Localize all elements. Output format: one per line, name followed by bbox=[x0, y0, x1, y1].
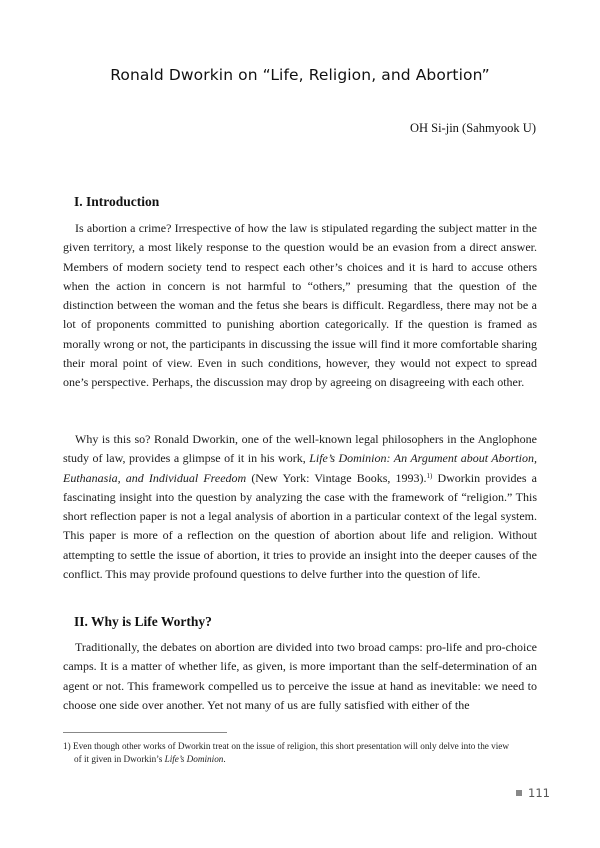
paragraph-text: Why is this so? Ronald Dworkin, one of the well-known legal philosophers in the Anglophone study of law, provides a glimpse of it in his work, bbox=[63, 432, 537, 466]
footnote-marker: 1) bbox=[63, 741, 71, 751]
footnote-book-title: Life’s Dominion bbox=[164, 754, 224, 764]
book-title: Life’s Dominion: An Argument about Abortion, Euthanasia, and Individual Freedom bbox=[63, 451, 537, 485]
footnote-text: . bbox=[223, 754, 226, 764]
author-line: OH Si-jin (Sahmyook U) bbox=[409, 121, 536, 135]
footnote-continuation bbox=[63, 753, 539, 766]
footnote-text: Even though other works of Dworkin treat on the issue of religion, this short presentation will only delve into the view bbox=[72, 741, 510, 751]
paragraph bbox=[63, 430, 537, 584]
paragraph-text: Dworkin provides a fascinating insight into the question by analyzing the case with the framework of “religion.” This short reflection paper is not a legal analysis of abortion in a particular context of the legal system. This paper is more of a reflection on the question of abortion about life and religion. Without attempting to settle the issue of abortion, it tries to provide an insight into the deeper causes of the conflict. This may provide profound questions to delve further into the question of life. bbox=[63, 470, 537, 582]
paragraph-text: Traditionally, the debates on abortion are divided into two broad camps: pro-life and pro-choice camps. It is a matter of whether life, as given, is more important than the self-determination of an agent or not. This framework compelled us to perceive the issue at hand as inevitable: we need to choose one side over another. Yet not many of us are fully satisfied with either of the bbox=[63, 640, 537, 712]
section-heading-why-is-life-worthy: II. Why is Life Worthy? bbox=[74, 614, 212, 629]
footnote-text: of it given in Dworkin’s bbox=[74, 754, 165, 764]
section-heading-introduction: I. Introduction bbox=[74, 194, 160, 209]
paragraph bbox=[63, 219, 537, 393]
paragraph bbox=[63, 638, 537, 715]
paragraph-text: Is abortion a crime? Irrespective of how the law is stipulated regarding the subject matter in the given territory, a most likely response to the question would be an evasion from a direct answer. Members of modern society tend to respect each other’s choices and it is hard to accuse others when the action in concern is not harmful to “others,” presuming that the question of the distinction between the woman and the fetus she bears is difficult. Regardless, there may not be a lot of proponents committed to punishing abortion categorically. If the question is framed as morally wrong or not, the participants in discussing the issue will find it more comfortable sharing their moral point of view. Even in such conditions, however, they would not expect to spread one’s perspective. Perhaps, the discussion may drop by agreeing on disagreeing with each other. bbox=[63, 221, 537, 390]
square-bullet-icon bbox=[516, 790, 522, 796]
page-number-text: 111 bbox=[528, 786, 550, 800]
page-number bbox=[516, 786, 550, 800]
paper-title: Ronald Dworkin on “Life, Religion, and Abortion” bbox=[110, 66, 490, 84]
paragraph-text: (New York: Vintage Books, 1993). bbox=[246, 470, 427, 485]
footnote bbox=[63, 740, 539, 766]
footnote-divider bbox=[63, 732, 227, 733]
footnote-reference[interactable]: 1) bbox=[426, 471, 433, 480]
